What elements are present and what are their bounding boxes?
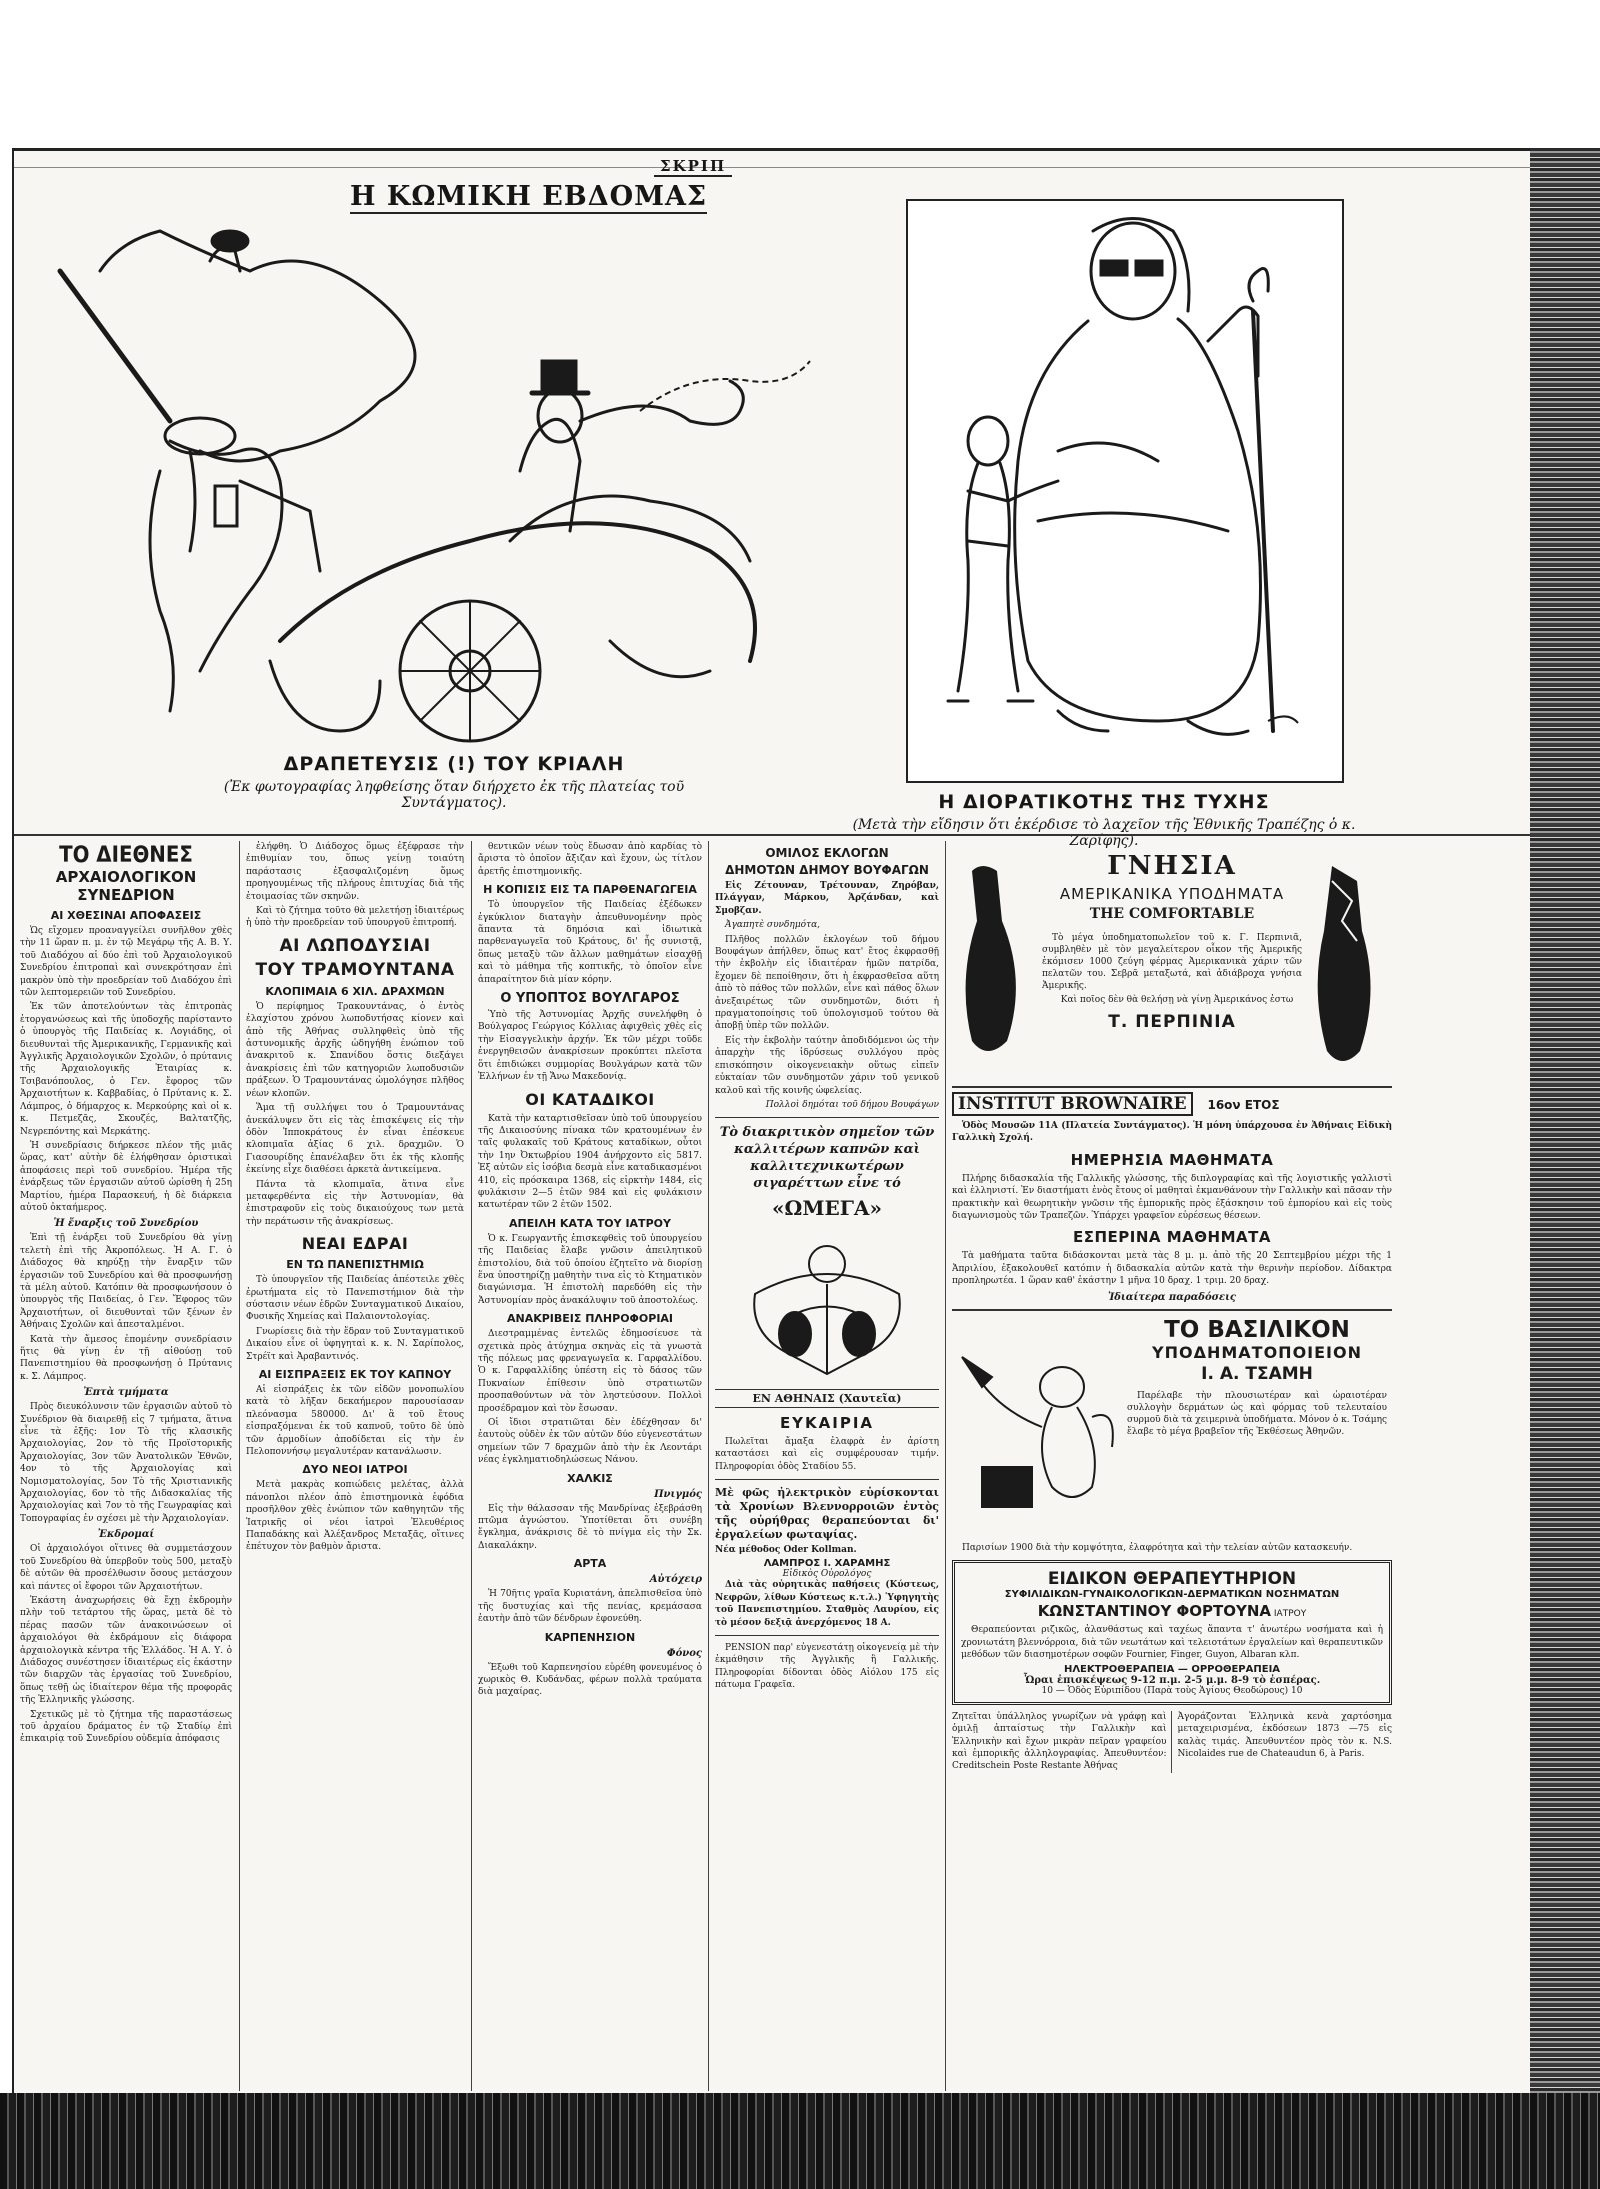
paragraph: Αἱ εἰσπράξεις ἐκ τῶν εἰδῶν μονοπωλίου κατὰ τὸ λῆξαν δεκαήμερον παρουσίασαν πλεόνασμα 580000. Δι' ἃ τοῦ ἔτους εἰσπραξόμεναι ἐκ τοῦ καπνοῦ, τοῦτο δὲ ὑπὸ τῶν ἀρμοδίων ἀποδίδεται εἰς τὴν ἐν Πελοποννήσῳ μεγαλυτέραν κατανάλωσιν. — [246, 1385, 464, 1458]
paragraph: Πάντα τὰ κλοπιμαῖα, ἅτινα εἶνε μεταφερθέντα εἰς τὴν Ἀστυνομίαν, θὰ ἐπιστραφοῦν εἰς τοὺς δικαιούχους των μετὰ τὴν περάτωσιν τῆς ἀνακρίσεως. — [246, 1179, 464, 1227]
article-title: ΝΕΑΙ ΕΔΡΑΙ — [301, 1234, 409, 1254]
section-heading: Πνιγμός — [654, 1488, 702, 1500]
paragraph: Εἰς τὴν ἐκβολὴν ταύτην ἀποδιδόμενοι ὡς τὴν ἀπαρχὴν τῆς ἱδρύσεως συλλόγου πρὸς επισκόπησιν οἰκογενειακὴν οὕτως εἰπεῖν εὐκταίαν τῶν συνδημοτῶν χάριν τοῦ γενικοῦ καλοῦ καὶ τῆς κοινῆς ὠφελείας. — [715, 1035, 939, 1096]
signature: Πολλοὶ δημόται τοῦ δήμου Βουφάγων — [765, 1099, 939, 1110]
shoe-right-illustration — [1302, 861, 1382, 1071]
article-title: ΑΝΑΚΡΙΒΕΙΣ ΠΛΗΡΟΦΟΡΙΑΙ — [506, 1312, 674, 1326]
article-title: ΤΟ ΔΙΕΘΝΕΣ — [59, 843, 193, 868]
article-title: Ο ΥΠΟΠΤΟΣ ΒΟΥΛΓΑΡΟΣ — [500, 991, 680, 1007]
paragraph: Τὸ ὑπουργεῖον τῆς Παιδείας ἐξέδωκεν ἐγκύκλιον διαταγὴν ἀπευθυνομένην πρὸς ἅπαντα τὰ δημόσια καὶ ἰδιωτικὰ παρθεναγωγεῖα τοῦ Κράτους, δι' ἧς συνιστᾷ, ὅπως μεταξὺ τῶν ἄλλων μαθημάτων εἰσαχθῇ καὶ τὸ μάθημα τῆς κοπτικῆς, τὸ ὁποῖον εἶνε ἀπαραίτητον διὰ μίαν κόρην. — [478, 900, 702, 985]
paragraph: Γνωρίσεις διὰ τὴν ἕδραν τοῦ Συνταγματικοῦ Δικαίου εἶνε οἱ ὑφηγηταὶ κ. κ. Ν. Σαρίπολος, Στρέϊτ καὶ Ἀραβαντινός. — [246, 1326, 464, 1362]
institut-footer: Ἰδιαίτερα παραδόσεις — [1107, 1291, 1237, 1303]
section-heading: Φόνος — [666, 1647, 702, 1659]
page-folio: ΣΚΡΙΠ — [654, 157, 732, 177]
column-1 — [20, 841, 232, 2086]
section-heading: Ἐπτὰ τμήματα — [83, 1387, 169, 1399]
paragraph: Ἅμα τῇ συλλήψει του ὁ Τραμουντάνας ἀνεκάλυψεν ὅτι εἰς τὰς ἐπισκέψεις εἰς τὴν ὁδὸν Ἱπποκράτους ἐν εἶναι ἐπέσκευε κλοπιμαῖα ἀξίας 6 χιλ. δραχμῶν. Ὁ Γιασουρίδης ἐπανέλαβεν ὅτι ἐκ τῆς κλοπῆς ἐκείνης εἶχε διαθέσει ἀρκετὰ ἀντικείμενα. — [246, 1103, 464, 1176]
column-5 — [952, 841, 1392, 2086]
paragraph: Τὸ ὑπουργεῖον τῆς Παιδείας ἀπέστειλε χθὲς ἐρωτήματα εἰς τὸ Πανεπιστήμιον διὰ τὴν σύστασιν νέων ἑδρῶν Συνταγματικοῦ Δικαίου, Φυσικῆς Χημείας καὶ Παλαιοντολογίας. — [246, 1275, 464, 1323]
article-title: ΑΡΧΑΙΟΛΟΓΙΚΟΝ ΣΥΝΕΔΡΙΟΝ — [55, 868, 197, 904]
column-4 — [715, 841, 939, 2086]
column-rule — [471, 841, 472, 2091]
paragraph: Διὰ τὰς οὐρητικὰς παθήσεις (Κύστεως, Νεφρῶν, λίθων Κύστεως κ.τ.λ.) Ὑφηγητὴς τοῦ Πανεπιστημίου. Σταθμὸς Λαυρίου, εἰς τὸ μέσον δεξιᾷ ἀνερχόμενος 18 Α. — [715, 1580, 939, 1628]
article-title: ΟΙ ΚΑΤΑΔΙΚΟΙ — [525, 1089, 655, 1109]
paragraph: Καὶ τὸ ζήτημα τοῦτο θὰ μελετήσῃ ἰδιαιτέρως ἡ ὑπὸ τὴν προεδρείαν τοῦ ὑπουργοῦ ἐπιτροπή. — [246, 906, 464, 929]
paragraph: Παρισίων 1900 διὰ τὴν κομψότητα, ἐλαφρότητα καὶ τὴν τελείαν αὐτῶν κατασκευήν. — [962, 1542, 1353, 1553]
right-subcaption: (Μετὰ τὴν εἴδησιν ὅτι ἐκέρδισε τὸ λαχεῖον τῆς Ἐθνικῆς Τραπέζης ὁ κ. Ζαρίφης). — [852, 817, 1356, 849]
paragraph: Σχετικῶς μὲ τὸ ζήτημα τῆς παραστάσεως τοῦ ἀρχαίου δράματος ἐν τῷ Σταδίῳ ἐπὶ ἐπικαιρίᾳ τοῦ Συνεδρίου οὐδεμία ἀπόφασις — [20, 1709, 232, 1745]
left-caption: ΔΡΑΠΕΤΕΥΣΙΣ (!) ΤΟΥ ΚΡΙΑΛΗ — [283, 753, 625, 775]
article-title: ΔΥΟ ΝΕΟΙ ΙΑΤΡΟΙ — [302, 1463, 408, 1477]
article-title: ΕΥΚΑΙΡΙΑ — [779, 1413, 875, 1432]
left-subcaption: (Ἐκ φωτογραφίας ληφθείσης ὅταν διήρχετο ἐκ τῆς πλατείας τοῦ Συντάγματος). — [223, 779, 685, 811]
shoe-ad-line1: ΑΜΕΡΙΚΑΝΙΚΑ ΥΠΟΔΗΜΑΤΑ — [1059, 885, 1285, 903]
article-title: ΟΜΙΛΟΣ ΕΚΛΟΓΩΝ — [765, 846, 889, 860]
shoe-ad-text: Τὸ μέγα ὑποδηματοπωλεῖον τοῦ κ. Γ. Περπινιᾶ, συμβληθὲν μὲ τὸν μεγαλείτερον οἶκον τῆς Ἀμερικῆς ἐκόμισεν 1000 ζεύγη φέρμας Ἀμερικανικὰ χάριν τῶν πελατῶν του. Σεβρᾶ μεταξωτά, καὶ ἀδιάβροχα γνήσια Ἀμερικῆς. — [1042, 933, 1302, 991]
article-title: Η ΚΟΠΙΣΙΣ ΕΙΣ ΤΑ ΠΑΡΘΕΝΑΓΩΓΕΙΑ — [483, 883, 697, 897]
clinic-ad-text: Μὲ φῶς ἠλεκτρικὸν εὑρίσκονται τὰ Χρονίων Βλεννορροιῶν ἐντὸς τῆς οὐρήθρας θεραπεύονται δι' ἐργαλείων φωταψίας. — [715, 1485, 939, 1541]
column-rule — [239, 841, 240, 2091]
institut-evening-heading: ΕΣΠΕΡΙΝΑ ΜΑΘΗΜΑΤΑ — [1073, 1228, 1271, 1247]
paragraph: Ἡ 70ῆτις γραῖα Κυριατάνη, ἀπελπισθεῖσα ὑπὸ τῆς δυστυχίας καὶ τῆς πενίας, κρεμάσασα ἑαυτὴν ἀπὸ τῶν δένδρων ἐφονεύθη. — [478, 1589, 702, 1625]
paragraph: Τὰ μαθήματα ταῦτα διδάσκονται μετὰ τὰς 8 μ. μ. ἀπὸ τῆς 20 Σεπτεμβρίου μέχρι τῆς 1 Ἀπριλίου, ἐξακολουθεῖ κατόπιν ἡ διδασκαλία αὐτῶν κατὰ τὴν θερινὴν περίοδον. Δίδακτρα προπληρωτέα. 1 ὥραν καθ' ἑκάστην 1 μῆνα 10 δραχ. 1 τριμ. 20 δραχ. — [952, 1251, 1392, 1287]
newspaper-page — [12, 148, 1532, 2093]
paragraph: Οἱ ἴδιοι στρατιῶται δὲν ἐδέχθησαν δι' ἑαυτοὺς οὐδὲν ἐκ τῶν αὐτῶν δύο εὐγενεστάτων σημείων τῶν 7 δραχμῶν ἀπὸ τὴν ἐκ Λεοντάρι νέας ἐγκληματιοδηλώσεως Νάνου. — [478, 1418, 702, 1466]
strip-title: Η ΚΩΜΙΚΗ ΕΒΔΟΜΑΣ — [350, 181, 708, 212]
tsamis-name: Ι. Α. ΤΣΑΜΗ — [1201, 1363, 1313, 1384]
column-3 — [478, 841, 702, 2086]
omega-brand: «ΩΜΕΓΑ» — [772, 1196, 882, 1221]
paragraph: PENSION παρ' εὐγενεστάτῃ οἰκογενείᾳ μὲ τὴν ἐκμάθησιν τῆς Ἀγγλικῆς ἢ Γαλλικῆς. Πληροφορίαι δίδονται ὁδὸς Αἰόλου 175 εἰς πάτωμα Γραφεῖα. — [715, 1642, 939, 1691]
article-subtitle: ΑΙ ΧΘΕΣΙΝΑΙ ΑΠΟΦΑΣΕΙΣ — [50, 909, 202, 922]
paragraph: Κατὰ τὴν ἄμεσος ἐπομένην συνεδρίασιν ἥτις θὰ γίνῃ ἐν τῇ αἰθούσῃ τοῦ Πανεπιστημίου θὰ προσφωνήσῃ ὁ Πρύτανις κ. Σ. Λάμπρος. — [20, 1334, 232, 1382]
article-title: ΔΗΜΟΤΩΝ ΔΗΜΟΥ ΒΟΥΦΑΓΩΝ — [725, 863, 929, 877]
cartoon-fortune — [906, 199, 1344, 783]
fortounas-address: 10 — Ὁδὸς Εὐριπίδου (Παρὰ τοὺς Ἁγίους Θεοδώρους) 10 — [1041, 1685, 1303, 1696]
fortounas-ad — [952, 1560, 1392, 1705]
column-rule — [945, 841, 946, 2091]
paragraph: Ἀγαπητὲ συνδημότα, — [725, 920, 821, 931]
small-ad: Ζητεῖται ὑπάλληλος γνωρίζων νὰ γράφῃ καὶ ὁμιλῇ ἀπταίστως τὴν Γαλλικὴν καὶ Ἑλληνικὴν καὶ ἔχων μικρὰν πεῖραν γραφείου καὶ ἐμπορικῆς ἀλληλογραφίας. Ἀπευθυντέον: Creditschein Poste Restante Ἀθήνας — [952, 1711, 1172, 1773]
tsamis-title: ΤΟ ΒΑΣΙΛΙΚΟΝ — [1164, 1316, 1350, 1343]
fortounas-role: ΙΑΤΡΟΥ — [1273, 1609, 1307, 1620]
paragraph: Ὁδὸς Μουσῶν 11Α (Πλατεία Συντάγματος). Ἡ μόνη ὑπάρχουσα ἐν Ἀθήναις Εἰδικὴ Γαλλικὴ Σχολή. — [952, 1121, 1392, 1144]
paragraph: Οἱ ἀρχαιολόγοι οἵτινες θὰ συμμετάσχουν τοῦ Συνεδρίου θὰ ὑπερβοῦν τοὺς 500, μεταξὺ δὲ αὐτῶν θὰ προσέλθωσιν ὅσους μετάσχουν καὶ πάντες οἱ ἔφοροι τῶν Ἀρχαιοτήτων. — [20, 1544, 232, 1592]
fortounas-subtitle: ΣΥΦΙΛΙΔΙΚΩΝ-ΓΥΝΑΙΚΟΛΟΓΙΚΩΝ-ΔΕΡΜΑΤΙΚΩΝ ΝΟΣΗΜΑΤΩΝ — [1004, 1589, 1340, 1601]
section-heading: Ἐκδρομαί — [97, 1529, 155, 1541]
fortune-drawing — [908, 201, 1338, 777]
carriage-drawing — [50, 211, 840, 751]
fortounas-title: ΕΙΔΙΚΟΝ ΘΕΡΑΠΕΥΤΗΡΙΟΝ — [1047, 1569, 1297, 1590]
omega-address: ΕΝ ΑΘΗΝΑΙΣ (Χαυτεῖα) — [715, 1389, 939, 1408]
fortounas-name: ΚΩΝΣΤΑΝΤΙΝΟΥ ΦΟΡΤΟΥΝΑ — [1037, 1602, 1272, 1621]
shoe-ad-signature: Τ. ΠΕΡΠΙΝΙΑ — [1108, 1012, 1236, 1032]
tsamis-ad-body — [1127, 1317, 1387, 1440]
top-rule — [14, 167, 1532, 168]
tsamis-ad — [952, 1317, 1392, 1542]
tsamis-text: Παρέλαβε τὴν πλουσιωτέραν καὶ ὡραιοτέραν συλλογὴν δερμάτων ὡς καὶ φόρμας τοῦ τελευταίου συρμοῦ διὰ τὰ χειμερινὰ ὑποδήματα. Μόνον ὁ κ. Τσάμης ἔλαβε τὸ μέγα βραβεῖον τῆς Ἐκθέσεως Ἀθηνῶν. — [1127, 1390, 1387, 1437]
article-title: ΤΟΥ ΤΡΑΜΟΥΝΤΑΝΑ — [255, 959, 455, 980]
paragraph: Πλῆθος πολλῶν ἐκλογέων τοῦ δήμου Βουφάγων ἀπήλθεν, ὅπως κατ' ἔτος ἐκφρασθῇ τὴν ἐκβολὴν εἰς ἰδιαιτέραν ἡμῶν πατρίδα, ἔχομεν δὲ πεποίθησιν, ὅτι ἡ ἐκφρασθεῖσα αὕτη ἀπὸ τὸ πάθος τῶν πολλῶν, εἶνε καὶ πάθος ὅλων ἀνεξαιρέτως τῶν συνδημοτῶν, διότι ἡ πραγματοποίησις τοῦ ὑπολογισμοῦ τούτου θὰ ἀποβῇ ὑπὲρ τῶν πολλῶν. — [715, 934, 939, 1032]
fortounas-therapies: ΗΛΕΚΤΡΟΘΕΡΑΠΕΙΑ — ΟΡΡΟΘΕΡΑΠΕΙΑ — [1063, 1663, 1281, 1675]
article-title: ΑΙ ΛΩΠΟΔΥΣΙΑΙ — [279, 935, 431, 956]
section-heading: Ἡ ἔναρξις τοῦ Συνεδρίου — [53, 1218, 199, 1230]
paragraph: Εἰς τὴν θάλασσαν τῆς Μανδρίνας ἐξεβράσθη πτῶμα ἀγνώστου. Ὑποτίθεται ὅτι συνέβη ἔγκλημα, ἀνάκρισις δὲ τὸ πνίγμα εἰς τὴν Σκ. Διακαλάκην. — [478, 1503, 702, 1551]
paragraph: Ὁ κ. Γεωργαντῆς ἐπισκεφθεὶς τοῦ ὑπουργείου τῆς Παιδείας ἔλαβε γνῶσιν ἀπειλητικοῦ ἐπιστολίου, διὰ τοῦ ὁποίου ἐζητεῖτο νὰ διορίσῃ ἕνα ὑποστηρίζῃ μαθητὴν τινα εἰς τὸ Κτηματικὸν διαγώνισμα. Ἡ ἐπιστολὴ παρεδόθη εἰς τὴν Ἀστυνομίαν πρὸς ἀνακάλυψιν τοῦ ἀποστολέως. — [478, 1233, 702, 1306]
paragraph: Ἔξωθι τοῦ Καρπενησίου εὑρέθη φονευμένος ὁ χωρικὸς Θ. Κυδάνδας, φέρων πολλὰ τραύματα διὰ μαχαίρας. — [478, 1662, 702, 1698]
paragraph: Ἑκάστη ἀναχωρήσεις θὰ ἔχῃ ἐκδρομὴν πλὴν τοῦ τετάρτου τῆς ὥρας, μετὰ δὲ τὸ πέρας πασῶν τῶν ἀνακοινώσεων οἱ ἀρχαιολόγοι θὰ ἐκδράμουν εἰς διάφορα ἀρχαιολογικὰ κέντρα τῆς Ἑλλάδος. Ἡ Α. Υ. ὁ Διάδοχος συνέστησεν ἰδιαιτέρως εἰς ἑκάστην τῶν διαρχῶν τὰς ἐργασίας τοῦ Συνεδρίου, ὅπως τεθῇ ὡς ἰδιαίτερον θέμα τῆς προφορᾶς τῆς Ἑλληνικῆς γλώσσης. — [20, 1595, 232, 1706]
article-subtitle: ΚΛΟΠΙΜΑΙΑ 6 ΧΙΛ. ΔΡΑΧΜΩΝ — [265, 984, 445, 998]
shoe-ad-line2: THE COMFORTABLE — [1089, 906, 1255, 922]
institut-year: 16ον ΕΤΟΣ — [1207, 1098, 1280, 1112]
paragraph: Πωλεῖται ἄμαξα ἐλαφρὰ ἐν ἀρίστη καταστάσει καὶ εἰς συμφέρουσαν τιμήν. Πληροφορίαι ὁδὸς Σταδίου 55. — [715, 1436, 939, 1472]
institut-header — [952, 1094, 1392, 1114]
fortounas-name-line — [961, 1602, 1383, 1620]
shoe-ad-text: Καὶ ποῖος δὲν θὰ θελήσῃ νὰ γίνῃ Ἀμερικάνος ἐστω — [1060, 995, 1294, 1005]
paragraph: Μετὰ μακρὰς κοπιώδεις μελέτας, ἀλλὰ πάνοπλοι πλέον ἀπὸ ἐπιστημονικὰ ἐφόδια προσῆλθον χθὲς ἐνώπιον τῶν καθηγητῶν τῆς Ἰατρικῆς οἱ νέοι ἰατροὶ Ἐλευθέριος Παπαδάκης καὶ Ἀλέξανδρος Μεταξᾶς, οἵτινες ἐπέτυχον τὸν βαθμὸν ἄριστα. — [246, 1480, 464, 1553]
scan-edge-bottom — [0, 2093, 1600, 2189]
section-rule — [14, 834, 1532, 836]
article-title: ΑΙ ΕΙΣΠΡΑΞΕΙΣ ΕΚ ΤΟΥ ΚΑΠΝΟΥ — [258, 1368, 452, 1381]
left-caption-block — [204, 753, 704, 811]
article-subtitle: ΕΝ ΤΩ ΠΑΝΕΠΙΣΤΗΜΙΩ — [286, 1258, 424, 1272]
paragraph: Κατὰ τὴν καταρτισθεῖσαν ὑπὸ τοῦ ὑπουργείου τῆς Δικαιοσύνης πίνακα τῶν κρατουμένων ἐν ταῖς φυλακαῖς τοῦ Κράτους καταδίκων, οὗτοι τὴν 1ην Ὀκτωβρίου 1904 ἀνήρχοντο εἰς 5817. Ἐξ αὐτῶν εἰς ἰσόβια δεσμὰ εἶνε καταδικασμένοι 410, εἰς πρόσκαιρα 1368, εἰς εἱρκτὴν 1484, εἰς φυλάκισιν 2—5 ἐτῶν 984 καὶ εἰς φυλάκισιν κατωτέραν τῶν 2 ἐτῶν 1502. — [478, 1113, 702, 1211]
clinic-doctor-role: Εἰδικὸς Οὐρολόγος — [782, 1569, 872, 1580]
tsamis-title: ΥΠΟΔΗΜΑΤΟΠΟΙΕΙΟΝ — [1152, 1342, 1362, 1362]
small-ads — [952, 1711, 1392, 1775]
paragraph: Ὡς εἴχομεν προαναγγείλει συνῆλθον χθὲς τὴν 11 ὥραν π. μ. ἐν τῷ Μεγάρῳ τῆς Α. Β. Υ. τοῦ Διαδόχου αἱ δύο ἐπὶ τοῦ Ἀρχαιολογικοῦ Συνεδρίου ἐπιτροπαὶ καὶ συνεκρότησαν ἐπὶ μακρὸν ὑπὸ τὴν προεδρείαν τοῦ Διαδόχου ἐπὶ τῶν λεπτομερειῶν τοῦ Συνεδρίου. — [20, 926, 232, 999]
shoe-ad-body — [1042, 851, 1302, 1032]
cherub-illustration — [952, 1327, 1122, 1527]
paragraph: Θεραπεύονται ριζικῶς, ἀλανθάστως καὶ ταχέως ἅπαντα τ' ἀνωτέρω νοσήματα καὶ ἡ χρονιωτάτη βλεννόρροια, διὰ τῶν νεωτάτων καὶ τελειοτάτων ἐργαλείων καὶ θεραπευτικῶν μεθόδων τῶν διασημοτέρων σοφῶν Fournier, Finger, Guyon, Albaran κλπ. — [961, 1625, 1383, 1661]
paragraph: θεντικῶν νέων τοὺς ἔδωσαν ἀπὸ καρδίας τὸ ἄριστα τὸ ὁποῖον ἄξιζαν καὶ ἔχουν, ὡς τίτλον ἀρετῆς ἐπιστημονικῆς. — [478, 842, 702, 877]
shoe-left-illustration — [952, 861, 1032, 1061]
paragraph: Ἡ συνεδρίασις διήρκεσε πλέον τῆς μιᾶς ὥρας, κατ' αὐτὴν δὲ ἐλήφθησαν ὁριστικαὶ ἀποφάσεις περὶ τοῦ συνεδρίου. Ἡμέρα τῆς ἐνάρξεως τῶν ἐργασιῶν αὐτοῦ ὡρίσθη ἡ 25η Μαρτίου, ἡμέρα Παρασκευή, ἡ δὲ διάρκεια αὐτοῦ ὀκταήμερος. — [20, 1140, 232, 1213]
right-caption: Η ΔΙΟΡΑΤΙΚΟΤΗΣ ΤΗΣ ΤΥΧΗΣ — [938, 791, 1270, 813]
fortounas-hours: Ὧραι ἐπισκέψεως 9-12 π.μ. 2-5 μ.μ. 8-9 τὸ ἑσπέρας. — [1023, 1674, 1321, 1686]
paragraph: ἐλήφθη. Ὁ Διάδοχος ὅμως ἐξέφρασε τὴν ἐπιθυμίαν του, ὅπως γείνῃ τοιαύτη παράστασις ἐξασφαλιζομένη ὅμως προηγουμένως τῆς πλήρους ἐπιτυχίας διὰ τῆς ἑτοιμασίας τῶν σκηνῶν. — [246, 842, 464, 902]
paragraph: Διεστραμμένας ἐντελῶς ἐδημοσίευσε τὰ σχετικὰ πρὸς ἀτύχημα σκηνὰς εἰς τὰ γνωστὰ τῆς πόλεως μας φρεναγωγεῖα κ. Γαρφαλλίδου. Ὁ κ. Γαρφαλλίδης ὑπέστη εἰς τὸ δάσος τῶν Πυκναίων ἐπίθεσιν ὑπὸ στρατιωτῶν προσπαθούντων νὰ τὸν ληστεύσουν. Πολλοὶ προσέδραμον καὶ τὸν ἔσωσαν. — [478, 1329, 702, 1414]
column-rule — [708, 841, 709, 2091]
paragraph: Πρὸς διευκόλυνσιν τῶν ἐργασιῶν αὐτοῦ τὸ Συνέδριον θὰ διαιρεθῇ εἰς 7 τμήματα, ἅτινα εἶνε τὰ ἑξῆς: 1ον Τὸ τῆς κλασικῆς Ἀρχαιολογίας, 2ον τὸ τῆς Προϊστορικῆς Ἀρχαιολογίας, 3ον τῶν Ἀνατολικῶν Ἐθνῶν, 4ον τὸ τῆς Ἀρχαιολογίας καὶ Νομισματολογίας, 5ον Τὸ τῆς Χριστιανικῆς Ἀρχαιολογίας, 6ον τὸ τῆς Διδασκαλίας τῆς Ἀρχαιολογίας καὶ 7ον τὸ τῆς Γεωγραφίας καὶ Τοπογραφίας ἐν σχέσει μὲ τὴν Ἀρχαιολογίαν. — [20, 1402, 232, 1524]
article-title: ΧΑΛΚΙΣ — [567, 1471, 613, 1485]
scan-edge-right — [1530, 148, 1600, 2093]
shoe-ad-title: ΓΝΗΣΙΑ — [1107, 851, 1237, 881]
shoe-ad — [952, 841, 1392, 1086]
paragraph: Πλήρης διδασκαλία τῆς Γαλλικῆς γλώσσης, τῆς διπλογραφίας καὶ τῆς λογιστικῆς γαλλιστὶ καὶ ἑλληνιστί. Ἐν διαστήματι ἑνὸς ἔτους οἱ μαθηταὶ ἐκμανθάνουν τὴν Γαλλικὴν καὶ πᾶσαν τὴν πρακτικὴν καὶ θεωρητικὴν γνῶσιν τῆς ἐμπορικῆς πρὸς ἐξάσκησιν τοῦ ἐμπορίου καὶ εἰς τοὺς διαγωνισμοὺς τῶν Τραπεζῶν. Ὑπάρχει γραφεῖον εὑρέσεως θέσεων. — [952, 1173, 1392, 1222]
article-title: ΚΑΡΠΕΝΗΣΙΟΝ — [544, 1630, 636, 1644]
paragraph: Ἐπὶ τῇ ἐνάρξει τοῦ Συνεδρίου θὰ γίνῃ τελετὴ ἐπὶ τῆς Ἀκροπόλεως. Ἡ Α. Γ. ὁ Διάδοχος θὰ κηρύξῃ τὴν ἔναρξιν τῶν ἐργασιῶν τοῦ Συνεδρίου καὶ θὰ προσφωνήσῃ τὰ μέλη αὐτοῦ. Κατόπιν θὰ προσφωνήσουν ὁ ὑπουργὸς τῆς Παιδείας, ὁ Γεν. Ἔφορος τῶν Ἀρχαιοτήτων, οἱ διευθυνταὶ τῶν ξένων ἐν Ἀθήναις Σχολῶν καὶ ἀπεσταλμένοι. — [20, 1233, 232, 1331]
paragraph: Ὑπὸ τῆς Ἀστυνομίας Ἀρχῆς συνελήφθη ὁ Βούλγαρος Γεώργιος Κόλλιας ἀφιχθεὶς χθὲς εἰς τὴν Εἰσαγγελικὴν ἀρχήν. Ἐκ τῶν μέχρι τοῦδε ἐνεργηθεισῶν ἀνακρίσεων προκύπτει πλεῖστα ὅτι ἐπιδιώκει συμμορίας Βουλγάρων κατὰ τῶν Ἑλλήνων ἐν τῇ Ἄνω Μακεδονίᾳ. — [478, 1010, 702, 1083]
column-2 — [246, 841, 464, 2086]
paragraph: Ἐκ τῶν ἀποτελούντων τὰς ἐπιτροπὰς ἐτοργανώσεως καὶ τῆς ὑποδοχῆς παρίσταντο ὁ ὑπουργὸς τῆς Παιδείας κ. Λογιάδης, οἱ διευθυνταὶ τῆς Ἀμερικανικῆς, Γερμανικῆς καὶ Ἀγγλικῆς Ἀρχαιολογικῶν Σχολῶν, ὁ πρύτανις τῆς Ἀρχαιολογικῆς Ἑταιρίας κ. Τσιβανόπουλος, ὁ Γεν. ἔφορος τῶν Ἀρχαιοτήτων κ. Καββαδίας, ὁ Πρύτανις κ. Σ. Λάμπρος, ὁ δήμαρχος κ. Μερκούρης καὶ οἱ κ. κ. Πετμεζᾶς, Σκουζές, Βαλτατζῆς, Νεγρεπόντης καὶ Μερκάτης. — [20, 1002, 232, 1137]
article-title: ΑΠΕΙΛΗ ΚΑΤΑ ΤΟΥ ΙΑΤΡΟΥ — [509, 1216, 671, 1230]
article-title: ΑΡΤΑ — [573, 1557, 607, 1571]
small-ad: Ἀγοράζονται Ἑλληνικὰ κενὰ χαρτόσημα μεταχειρισμένα, ἐκδόσεων 1873 —75 εἰς καλὰς τιμάς. Ἀπευθυντέον πρὸς τὸν κ. N.S. Nicolaides rue de Chateaudun 6, à Paris. — [1177, 1711, 1392, 1759]
omega-emblem — [715, 1224, 939, 1384]
institut-day-heading: ΗΜΕΡΗΣΙΑ ΜΑΘΗΜΑΤΑ — [1070, 1150, 1274, 1169]
clinic-doctor-name: ΛΑΜΠΡΟΣ Ι. ΧΑΡΑΜΗΣ — [763, 1558, 891, 1570]
institut-name: INSTITUT BROWNAIRE — [952, 1092, 1193, 1116]
section-heading: Αὐτόχειρ — [649, 1574, 702, 1586]
omega-ad-text: Τὸ διακριτικὸν σημεῖον τῶν καλλιτέρων καπνῶν καὶ καλλιτεχνικωτέρων σιγαρέττων εἶνε τό — [719, 1125, 935, 1192]
clinic-ad-method: Νέα μέθοδος Oder Kollman. — [715, 1544, 857, 1555]
paragraph: Εἰς Ζέτουναν, Τρέτουναν, Ζηρόβαν, Πλάγγαν, Μάρκου, Ἀρζάνδαν, καὶ Σμοβζαν. — [715, 881, 939, 916]
paragraph: Ὁ περίφημος Τρακουντάνας, ὁ ἐντὸς ἐλαχίστου χρόνου λωποδυτήσας κίονεν καὶ ἀπὸ τῆς Ἀθήνας συλληφθεὶς ὑπὸ τῆς ἀστυνομικῆς ἀρχῆς ὡδηγήθη ἐνώπιον τοῦ ἀνακριτοῦ κ. Σπανίδου ὅστις διεξάγει ἀνακρίσεις ἐπὶ τῶν κατηγοριῶν λωποδυσιῶν πράξεων. Ὁ Τραμουντάνας ὡμολόγησε πλῆθος νέων κλοπῶν. — [246, 1001, 464, 1099]
